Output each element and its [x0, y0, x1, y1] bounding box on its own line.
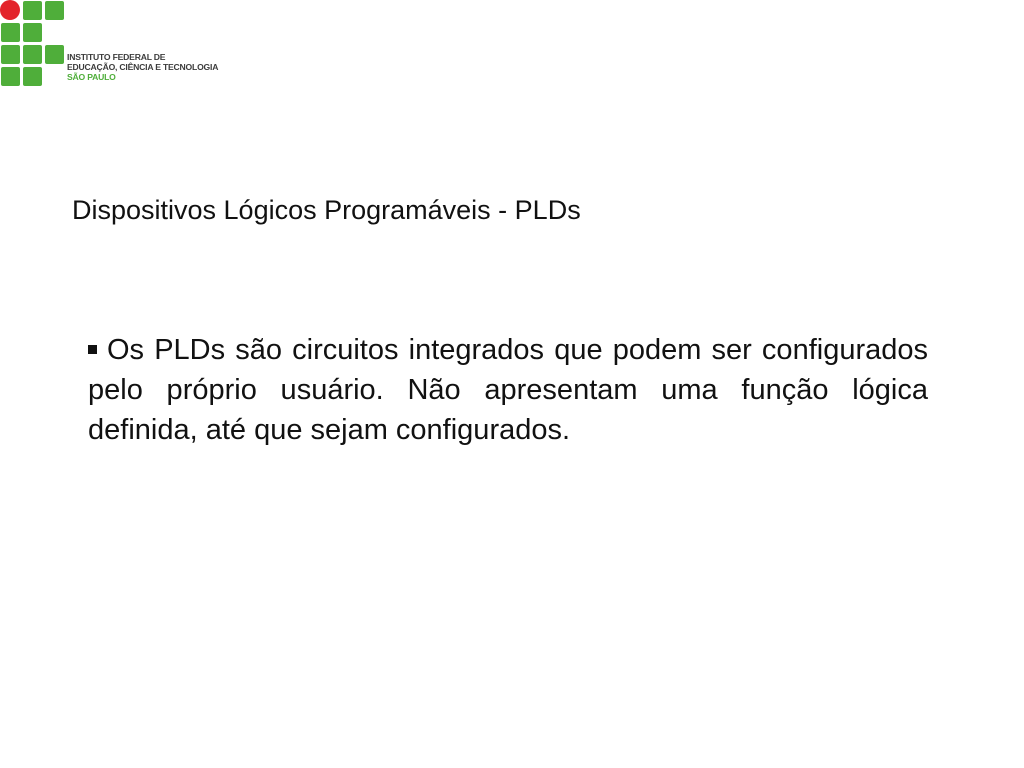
institution-logo: [0, 0, 230, 92]
ifsp-logo-icon: [0, 0, 70, 90]
bullet-item: [88, 330, 928, 450]
logo-line-2: EDUCAÇÃO, CIÊNCIA E TECNOLOGIA: [67, 62, 219, 72]
logo-line-3: SÃO PAULO: [67, 72, 116, 82]
logo-text: [67, 52, 218, 82]
slide-title: Dispositivos Lógicos Programáveis - PLDs: [72, 195, 581, 225]
logo-line-1: INSTITUTO FEDERAL DE: [67, 52, 166, 62]
bullet-text: Os PLDs são circuitos integrados que podem ser configurados pelo próprio usuário. Não apresentam uma função lógica definida, até que sejam configurados.: [88, 334, 928, 446]
square-bullet-icon: [88, 345, 97, 354]
